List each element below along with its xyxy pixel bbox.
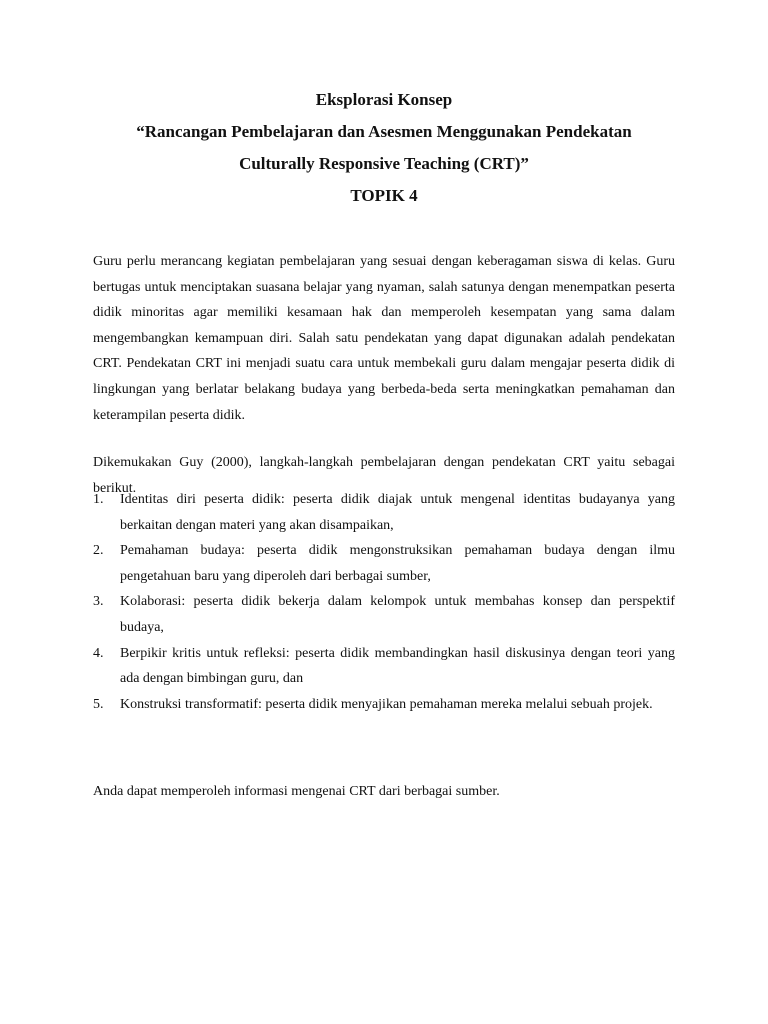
list-item [93, 641, 675, 692]
list-item-text: Konstruksi transformatif: peserta didik menyajikan pemahaman mereka melalui sebuah projek. [120, 696, 653, 712]
document-topic: TOPIK 4 [350, 186, 418, 205]
list-item-number: 4. [93, 645, 104, 661]
document-subtitle-line-1: “Rancangan Pembelajaran dan Asesmen Menggunakan Pendekatan [136, 122, 632, 141]
list-item-number: 5. [93, 696, 104, 712]
list-item-text: Identitas diri peserta didik: peserta didik diajak untuk mengenal identitas budayanya yang berkaitan dengan materi yang akan disampaikan, [120, 492, 675, 533]
closing-paragraph: Anda dapat memperoleh informasi mengenai CRT dari berbagai sumber. [93, 784, 500, 799]
list-item [93, 589, 675, 640]
list-item-number: 2. [93, 543, 104, 559]
list-item-text: Berpikir kritis untuk refleksi: peserta didik membandingkan hasil diskusinya dengan teori yang ada dengan bimbingan guru, dan [120, 645, 675, 687]
intro-paragraph: Guru perlu merancang kegiatan pembelajaran yang sesuai dengan keberagaman siswa di kelas. Guru bertugas untuk menciptakan suasana belajar yang nyaman, salah satunya dengan menempatkan peserta didik minoritas agar memiliki kesamaan hak dan memperoleh kesempatan yang sama dalam mengembangkan kemampuan diri. Salah satu pendekatan yang dapat digunakan adalah pendekatan CRT. Pendekatan CRT ini menjadi suatu cara untuk membekali guru dalam mengajar peserta didik di lingkungan yang berlatar belakang budaya yang berbeda-beda serta meningkatkan pemahaman dan keterampilan peserta didik. [93, 254, 675, 423]
list-item-text: Kolaborasi: peserta didik bekerja dalam kelompok untuk membahas konsep dan perspektif budaya, [120, 594, 675, 635]
steps-list [93, 487, 675, 717]
document-title: Eksplorasi Konsep [315, 90, 453, 109]
list-item-number: 1. [93, 492, 104, 507]
document-subtitle-line-2: Culturally Responsive Teaching (CRT)” [239, 154, 529, 173]
list-item-number: 3. [93, 594, 104, 610]
list-item-text: Pemahaman budaya: peserta didik mengonstruksikan pemahaman budaya dengan ilmu pengetahuan baru yang diperoleh dari berbagai sumber, [120, 543, 675, 584]
list-item [93, 692, 675, 718]
steps-intro-paragraph: Dikemukakan Guy (2000), langkah-langkah pembelajaran dengan pendekatan CRT yaitu sebagai berikut. [93, 455, 675, 496]
list-item [93, 487, 675, 538]
list-item [93, 538, 675, 589]
